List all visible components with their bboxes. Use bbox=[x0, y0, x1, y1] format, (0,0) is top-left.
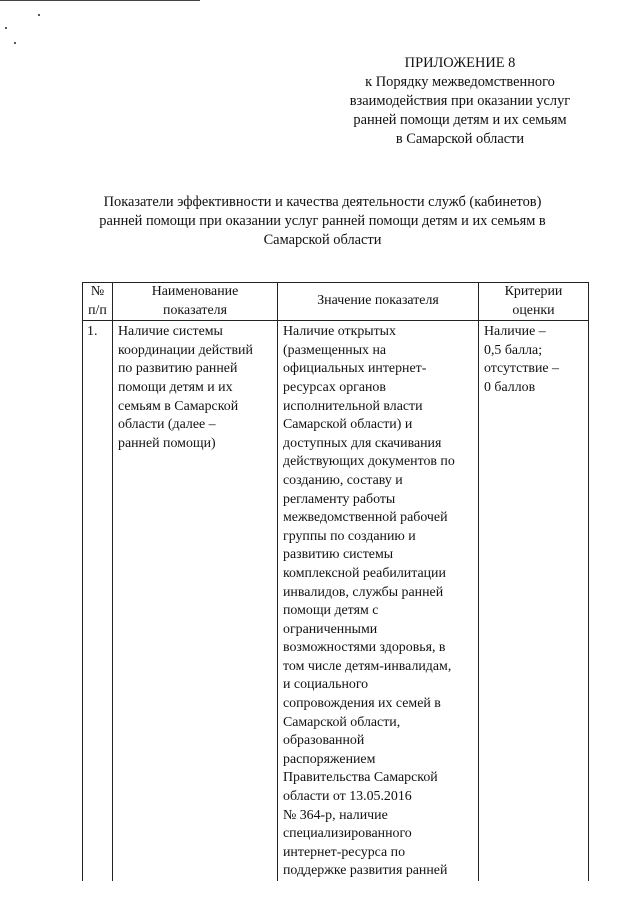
appendix-line: к Порядку межведомственного bbox=[365, 74, 555, 90]
value-line: специализированного bbox=[283, 826, 412, 842]
value-line: сопровождения их семей в bbox=[283, 696, 441, 712]
value-line: распоряжением bbox=[283, 751, 376, 767]
appendix-line: взаимодействия при оказании услуг bbox=[349, 93, 571, 109]
value-line: группы по созданию и bbox=[283, 528, 416, 544]
scan-speck bbox=[38, 14, 40, 16]
criteria-line: отсутствие – bbox=[484, 361, 559, 377]
value-line: доступных для скачивания bbox=[283, 435, 442, 451]
header-text: Значение показателя bbox=[317, 293, 439, 309]
table-header-row bbox=[83, 283, 589, 321]
value-line: возможностями здоровья, в bbox=[283, 640, 446, 656]
appendix-line: ПРИЛОЖЕНИЕ 8 bbox=[404, 55, 516, 71]
criteria-cell bbox=[479, 321, 589, 881]
value-line: комплексной реабилитации bbox=[283, 565, 446, 581]
name-line: области (далее – bbox=[118, 417, 216, 433]
value-line: интернет-ресурса по bbox=[283, 844, 406, 860]
table-row bbox=[83, 321, 589, 881]
header-indicator-name bbox=[113, 283, 278, 321]
header-number bbox=[83, 283, 113, 321]
value-line: образованной bbox=[283, 733, 365, 749]
value-line: созданию, составу и bbox=[283, 472, 403, 488]
indicator-value-cell bbox=[278, 321, 479, 881]
value-line: развитию системы bbox=[283, 547, 394, 563]
appendix-line: в Самарской области bbox=[395, 131, 525, 147]
value-line: (размещенных на bbox=[283, 342, 387, 358]
header-text: № bbox=[90, 284, 105, 299]
header-text: Критерии bbox=[504, 284, 563, 299]
name-line: семьям в Самарской bbox=[118, 398, 239, 414]
title-line: Самарской области bbox=[263, 232, 382, 248]
value-line: официальных интернет- bbox=[283, 361, 427, 377]
value-line: и социального bbox=[283, 677, 369, 693]
value-line: Правительства Самарской bbox=[283, 770, 438, 786]
header-text: п/п bbox=[88, 302, 107, 318]
header-text: оценки bbox=[512, 302, 555, 318]
criteria-line: Наличие – bbox=[484, 324, 546, 340]
name-line: помощи детям и их bbox=[118, 379, 233, 395]
value-line: поддержке развития ранней bbox=[283, 863, 448, 879]
value-line: регламенту работы bbox=[283, 491, 396, 507]
value-line: межведомственной рабочей bbox=[283, 510, 448, 526]
document-title bbox=[70, 193, 575, 250]
value-line: том числе детям-инвалидам, bbox=[283, 658, 452, 674]
header-text: Наименование bbox=[151, 284, 239, 299]
value-line: ограниченными bbox=[283, 621, 378, 637]
value-line: действующих документов по bbox=[283, 454, 455, 470]
value-line: инвалидов, службы ранней bbox=[283, 584, 444, 600]
indicator-name-cell bbox=[113, 321, 278, 881]
appendix-line: ранней помощи детям и их семьям bbox=[353, 112, 567, 128]
value-line: исполнительной власти bbox=[283, 398, 423, 414]
criteria-line: 0,5 балла; bbox=[484, 342, 543, 358]
value-line: помощи детям с bbox=[283, 603, 379, 619]
name-line: Наличие системы bbox=[118, 324, 223, 340]
value-line: ресурсах органов bbox=[283, 379, 386, 395]
value-line: Самарской области) и bbox=[283, 417, 413, 433]
value-line: области от 13.05.2016 bbox=[283, 789, 412, 805]
indicators-table bbox=[82, 282, 589, 881]
header-text: показателя bbox=[163, 302, 227, 318]
header-criteria bbox=[479, 283, 589, 321]
name-line: по развитию ранней bbox=[118, 361, 238, 377]
criteria-line: 0 баллов bbox=[484, 379, 536, 395]
title-line: ранней помощи при оказании услуг ранней помощи детям и их семьям в bbox=[99, 213, 546, 229]
value-line: Наличие открытых bbox=[283, 324, 396, 340]
value-line: № 364-р, наличие bbox=[283, 807, 388, 823]
header-indicator-value bbox=[278, 283, 479, 321]
value-line: Самарской области, bbox=[283, 714, 401, 730]
appendix-header bbox=[330, 54, 590, 149]
name-line: ранней помощи) bbox=[118, 435, 216, 451]
scan-speck bbox=[5, 27, 7, 29]
row-number: 1. bbox=[83, 321, 113, 881]
name-line: координации действий bbox=[118, 342, 253, 358]
scan-speck bbox=[14, 42, 16, 44]
scan-edge-mark bbox=[0, 0, 200, 3]
title-line: Показатели эффективности и качества деятельности служб (кабинетов) bbox=[103, 194, 542, 210]
